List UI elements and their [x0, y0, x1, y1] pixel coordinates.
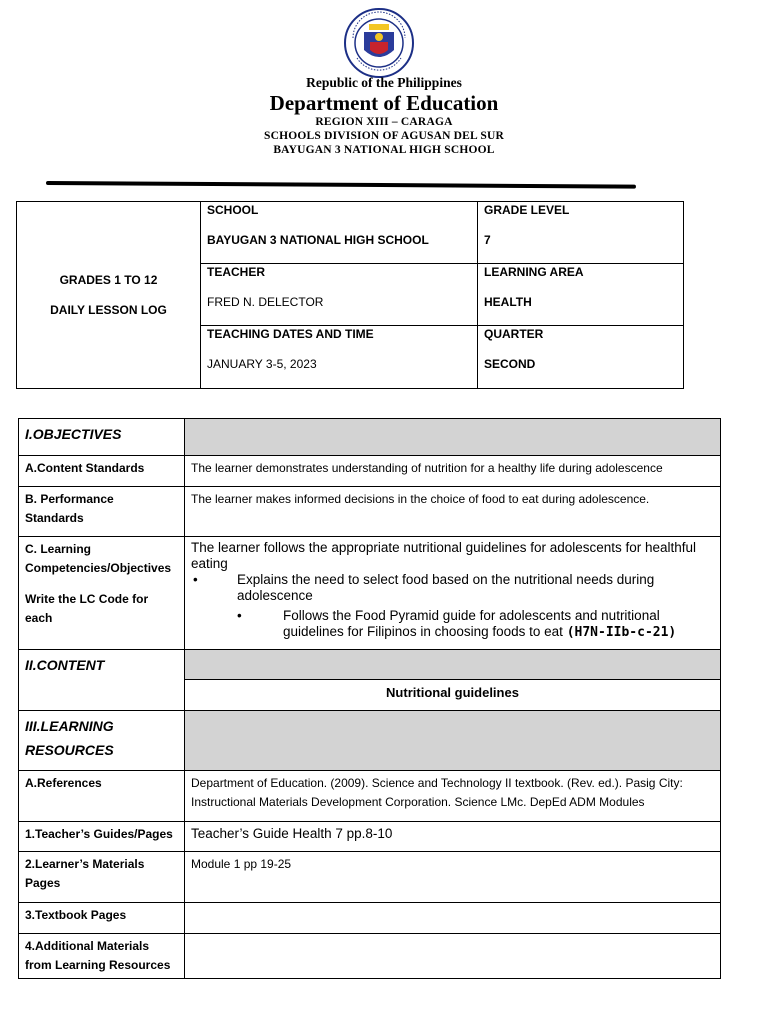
lm-label-line2: Pages: [25, 876, 61, 890]
teacher-cell: [201, 264, 478, 326]
additional-materials-value: [185, 934, 721, 979]
am-label-line2: from Learning Resources: [25, 958, 171, 972]
lc-bullet-1-text: Explains the need to select food based on the nutritional needs during adolescence: [237, 572, 655, 603]
school-label: SCHOOL: [207, 203, 259, 217]
learning-competencies-value: [185, 537, 721, 650]
lc-label-line2: Competencies/Objectives: [25, 561, 172, 575]
performance-label-line2: Standards: [25, 511, 84, 525]
content-standards-label: A.Content Standards: [19, 456, 185, 487]
teacher-label: TEACHER: [207, 265, 266, 279]
school-heading: BAYUGAN 3 NATIONAL HIGH SCHOOL: [273, 144, 495, 156]
learners-materials-value: Module 1 pp 19-25: [185, 852, 721, 903]
dates-value: JANUARY 3-5, 2023: [207, 357, 317, 371]
content-standards-value: The learner demonstrates understanding of nutrition for a healthy life during adolescence: [185, 456, 721, 487]
content-shade: [185, 650, 721, 680]
performance-standards-value: The learner makes informed decisions in the choice of food to eat during adolescence.: [185, 487, 721, 537]
dates-label: TEACHING DATES AND TIME: [207, 327, 374, 341]
learners-materials-label: [19, 852, 185, 903]
lc-label-line3: Write the LC Code for: [25, 592, 149, 606]
lc-label-line4: each: [25, 611, 53, 625]
teachers-guide-value: Teacher’s Guide Health 7 pp.8-10: [185, 822, 721, 852]
lm-label-line1: 2.Learner’s Materials: [25, 857, 145, 871]
resources-line1: III.LEARNING: [25, 718, 114, 734]
school-value: BAYUGAN 3 NATIONAL HIGH SCHOOL: [207, 233, 429, 247]
objectives-heading: I.OBJECTIVES: [19, 419, 185, 456]
learning-area-cell: [478, 264, 684, 326]
lc-bullet-2: [191, 608, 714, 641]
lesson-info-table: [16, 201, 684, 389]
learning-resources-heading: [19, 711, 185, 771]
lc-bullet-2-wrap: [283, 608, 714, 641]
resources-line2: RESOURCES: [25, 742, 114, 758]
references-label: A.References: [19, 771, 185, 822]
objectives-shade: [185, 419, 721, 456]
teachers-guide-label: 1.Teacher’s Guides/Pages: [19, 822, 185, 852]
deped-seal-logo: [339, 8, 419, 78]
header-divider: [46, 181, 636, 189]
lc-label-line1: C. Learning: [25, 542, 92, 556]
learning-area-label: LEARNING AREA: [484, 265, 584, 279]
bullet-dot: •: [237, 608, 242, 623]
lesson-plan-table: [18, 418, 721, 979]
resources-shade: [185, 711, 721, 771]
am-label-line1: 4.Additional Materials: [25, 939, 150, 953]
lc-intro: The learner follows the appropriate nutritional guidelines for adolescents for healthful eating: [191, 540, 697, 571]
log-title-cell: [17, 202, 201, 389]
performance-standards-label: [19, 487, 185, 537]
school-cell: [201, 202, 478, 264]
textbook-pages-label: 3.Textbook Pages: [19, 903, 185, 934]
teacher-value: FRED N. DELECTOR: [207, 295, 324, 309]
grades-label: GRADES 1 TO 12: [59, 273, 158, 287]
learning-area-value: HEALTH: [484, 295, 532, 309]
bullet-dot: •: [193, 572, 198, 587]
grade-level-cell: [478, 202, 684, 264]
lc-bullet-2-text: Follows the Food Pyramid guide for adolescents and nutritional guidelines for Filipinos in choosing foods to eat: [283, 608, 660, 639]
additional-materials-label: [19, 934, 185, 979]
quarter-value: SECOND: [484, 357, 536, 371]
region-heading: REGION XIII – CARAGA: [315, 116, 453, 128]
content-heading: II.CONTENT: [19, 650, 185, 711]
division-heading: SCHOOLS DIVISION OF AGUSAN DEL SUR: [264, 130, 504, 142]
content-value: Nutritional guidelines: [185, 680, 721, 711]
learning-competencies-label: [19, 537, 185, 650]
lc-bullet-1: [191, 572, 714, 604]
grade-level-value: 7: [484, 233, 491, 247]
dates-cell: [201, 326, 478, 389]
performance-label-line1: B. Performance: [25, 492, 114, 506]
lc-code: (H7N-IIb-c-21): [566, 625, 677, 640]
republic-heading: Republic of the Philippines: [306, 75, 462, 90]
department-heading: Department of Education: [269, 91, 499, 115]
quarter-label: QUARTER: [484, 327, 544, 341]
daily-lesson-log-label: DAILY LESSON LOG: [50, 303, 167, 317]
references-value: Department of Education. (2009). Science and Technology II textbook. (Rev. ed.). Pasig City: Instructional Materials Development Corporation. Science LMc. DepEd ADM Modules: [185, 771, 721, 822]
textbook-pages-value: [185, 903, 721, 934]
grade-level-label: GRADE LEVEL: [484, 203, 570, 217]
quarter-cell: [478, 326, 684, 389]
